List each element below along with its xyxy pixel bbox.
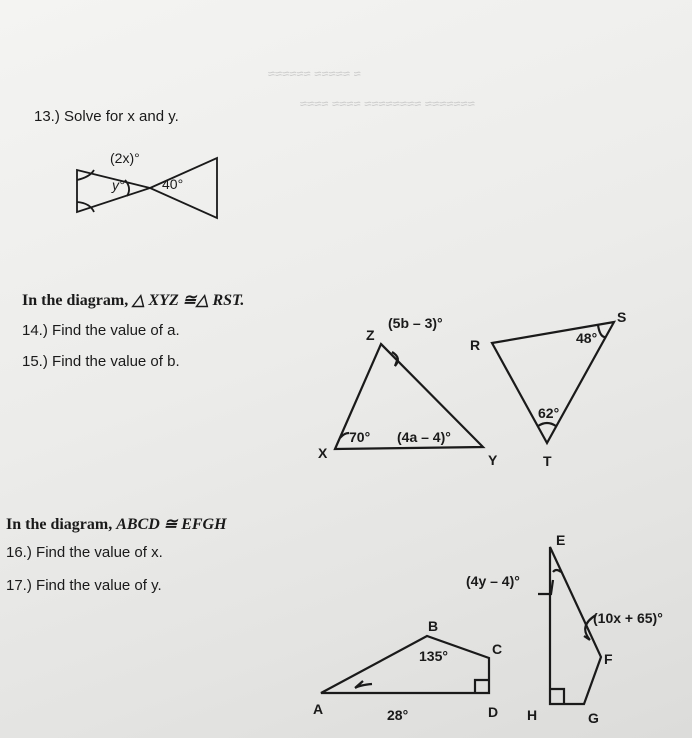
vertex-g: G: [588, 710, 599, 726]
angle-label-135: 135°: [419, 648, 448, 664]
problem-number: 16.): [6, 544, 32, 561]
heading-lead: In the diagram,: [22, 292, 129, 309]
angle-label-40: 40°: [162, 176, 184, 192]
problem-text: Solve for x and y.: [64, 108, 179, 125]
angle-label-28: 28°: [387, 707, 409, 723]
angle-label-4a-4: (4a – 4)°: [397, 429, 451, 445]
angle-arc-s: [598, 325, 606, 337]
quadrilateral-abcd-outline: [321, 636, 489, 693]
vertex-d: D: [488, 704, 499, 720]
angle-label-10x-65: (10x + 65)°: [593, 610, 663, 626]
vertex-b: B: [428, 618, 439, 634]
vertex-r: R: [470, 337, 481, 353]
problem-text: Find the value of b.: [52, 353, 180, 370]
angle-label-70: 70°: [349, 429, 371, 445]
problem-text: Find the value of x.: [36, 544, 163, 561]
angle-label-62: 62°: [538, 405, 560, 421]
bleed-through-text: ≈≈≈≈≈≈≈ ≈≈≈≈≈≈≈≈ ≈≈≈≈ ≈≈≈≈: [300, 96, 475, 111]
vertex-s: S: [617, 309, 627, 325]
vertex-y: Y: [488, 452, 498, 468]
vertex-z: Z: [366, 327, 375, 343]
problem-text: Find the value of y.: [36, 577, 162, 594]
quadrilateral-abcd: [321, 636, 489, 693]
angle-label-2x: (2x)°: [110, 150, 140, 166]
vertex-f: F: [604, 651, 613, 667]
bowtie-right-triangle: [150, 158, 217, 218]
angle-arc-e: [553, 570, 561, 572]
angle-arc-t: [538, 423, 556, 426]
right-angle-mark-d: [475, 680, 489, 693]
right-angle-mark-h: [550, 689, 564, 704]
congruence-statement: △ XYZ ≅△ RST.: [132, 292, 245, 309]
angle-arc-a: [355, 681, 372, 688]
heading-lead: In the diagram,: [6, 516, 113, 533]
vertex-e: E: [556, 532, 566, 548]
vertex-t: T: [543, 453, 552, 469]
angle-label-4y-4: (4y – 4)°: [466, 573, 520, 589]
problem-number: 14.): [22, 322, 48, 339]
vertex-c: C: [492, 641, 503, 657]
problem-text: Find the value of a.: [52, 322, 180, 339]
vertex-x: X: [318, 445, 328, 461]
figure-13-bowtie: [77, 158, 217, 218]
angle-label-48: 48°: [576, 330, 598, 346]
problem-number: 15.): [22, 353, 48, 370]
congruence-statement: ABCD ≅ EFGH: [116, 516, 227, 533]
vertex-h: H: [527, 707, 538, 723]
bleed-through-text: ≈ ≈≈≈≈≈ ≈≈≈≈≈≈: [268, 66, 361, 81]
problem-number: 13.): [34, 108, 60, 125]
angle-label-y: y°: [112, 177, 125, 193]
quadrilateral-efgh: [538, 547, 601, 704]
angle-label-5b-3: (5b – 3)°: [388, 315, 443, 331]
problem-number: 17.): [6, 577, 32, 594]
vertex-a: A: [313, 701, 324, 717]
